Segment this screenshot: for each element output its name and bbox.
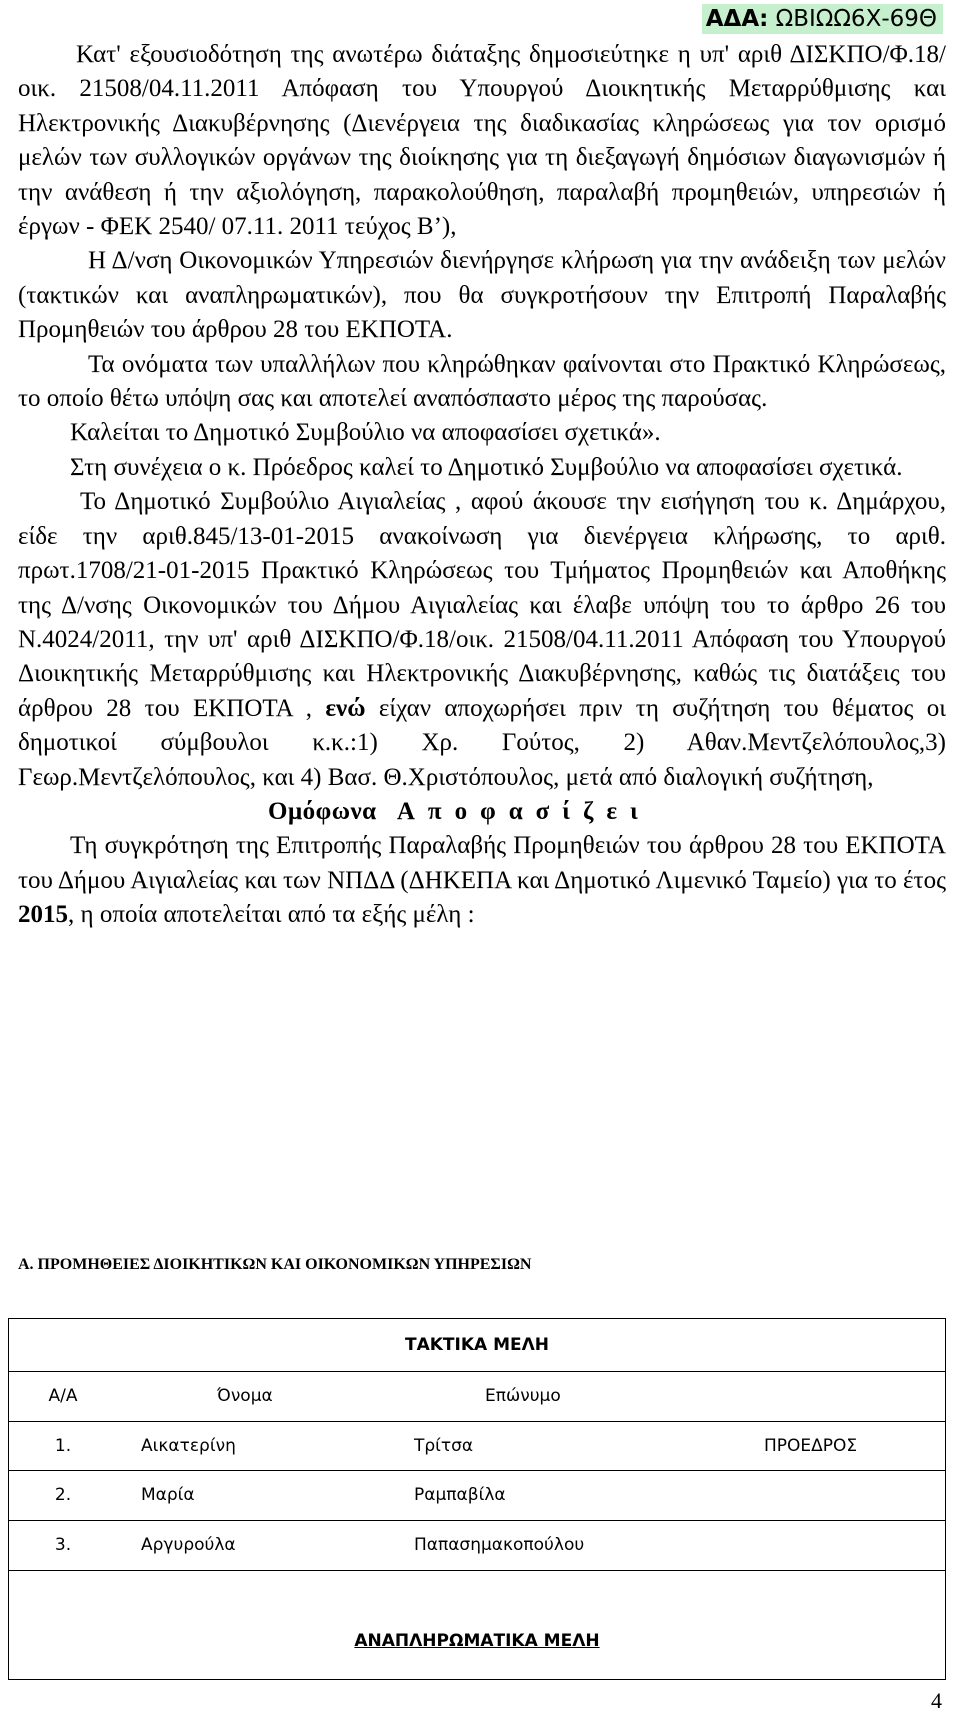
- row-role: ΠΡΟΕΔΡΟΣ: [764, 1435, 858, 1456]
- council-text: Το Δημοτικό Συμβούλιο Αιγιαλείας , αφού άκουσε την εισήγηση του κ. Δημάρχου, είδε την αριθ.845/13-01-2015 ανακοίνωση για διενέργεια κλήρωσης, το αριθ. πρωτ.1708/21-01-2015 Πρακτικό Κληρώσεως του Τμήματος Προμηθειών και Αποθήκης της Δ/νσης Οικονομικών του Δήμου Αιγιαλείας και έλαβε υπόψη του το άρθρο 26 του Ν.4024/2011, την υπ' αριθ ΔΙΣΚΠΟ/Φ.18/οικ. 21508/04.11.2011 Απόφαση του Υπουργού Διοικητικής Μεταρρύθμισης και Ηλεκτρονικής Διακυβέρνησης, καθώς τις διατάξεις του άρθρου 28 του ΕΚΠΟΤΑ ,: [18, 488, 946, 722]
- ada-code-badge: [702, 4, 943, 34]
- ada-code: ΩΒΙΩΩ6Χ-69Θ: [775, 6, 937, 32]
- paragraph-council: [18, 485, 946, 795]
- members-table: [8, 1318, 946, 1680]
- document-body: [18, 38, 946, 933]
- paragraph-committee: [18, 829, 946, 932]
- committee-year: 2015: [18, 901, 68, 929]
- paragraph-call: Καλείται το Δημοτικό Συμβούλιο να αποφασίσει σχετικά».: [70, 419, 661, 447]
- table-header-row: [9, 1371, 945, 1422]
- paragraph-names: Τα ονόματα των υπαλλήλων που κληρώθηκαν φαίνονται στο Πρακτικό Κληρώσεως, το οποίο θέτω υπόψη σας και αποτελεί αναπόσπαστο μέρος της παρούσας.: [18, 350, 946, 413]
- table-row: [9, 1470, 945, 1521]
- paragraph-chairman: Στη συνέχεια ο κ. Πρόεδρος καλεί το Δημοτικό Συμβούλιο να αποφασίσει σχετικά.: [70, 453, 903, 481]
- row-surname: Ραμπαβίλα: [414, 1485, 506, 1505]
- committee-text: Τη συγκρότηση της Επιτροπής Παραλαβής Προμηθειών του άρθρου 28 του ΕΚΠΟΤΑ του Δήμου Αιγιαλείας και των ΝΠΔΔ (ΔΗΚΕΠΑ και Δημοτικό Λιμενικό Ταμείο) για το έτος: [18, 832, 946, 894]
- council-bold-word: ενώ: [325, 694, 366, 722]
- row-surname: Παπασημακοπούλου: [414, 1535, 585, 1555]
- decision-word-unanimous: Ομόφωνα: [268, 797, 377, 825]
- row-aa: 3.: [54, 1535, 72, 1555]
- table-row: [9, 1421, 945, 1471]
- decision-heading: [18, 795, 946, 829]
- alternates-title: ΑΝΑΠΛΗΡΩΜΑΤΙΚΑ ΜΕΛΗ: [354, 1631, 600, 1651]
- header-surname: Επώνυμο: [485, 1386, 561, 1406]
- paragraph-authorization: Κατ' εξουσιοδότηση της ανωτέρω διάταξης δημοσιεύτηκε η υπ' αριθ ΔΙΣΚΠΟ/Φ.18/οικ. 21508/04.11.2011 Απόφαση του Υπουργού Διοικητικής Μεταρρύθμισης και Ηλεκτρονικής Διακυβέρνησης (Διενέργεια της διαδικασίας κληρώσεως για τον ορισμό μελών των συλλογικών οργάνων της διοίκησης για τη διεξαγωγή δημόσιων διαγωνισμών ή την ανάθεση ή την αξιολόγηση, παρακολούθηση, παραλαβή προμηθειών, υπηρεσιών ή έργων - ΦΕΚ 2540/ 07.11. 2011 τεύχος Β’),: [18, 41, 946, 241]
- table-title: ΤΑΚΤΙΚΑ ΜΕΛΗ: [9, 1319, 945, 1372]
- row-name: Μαρία: [141, 1485, 195, 1505]
- header-aa: Α/Α: [48, 1386, 78, 1406]
- row-aa: 2.: [54, 1485, 72, 1505]
- header-name: Όνομα: [217, 1386, 273, 1406]
- decision-word-decides: Αποφασίζει: [396, 797, 651, 825]
- row-surname: Τρίτσα: [414, 1435, 474, 1456]
- paragraph-lottery: Η Δ/νση Οικονομικών Υπηρεσιών διενήργησε κλήρωση για την ανάδειξη των μελών (τακτικών και αναπληρωματικών), που θα συγκροτήσουν την Επιτροπή Παραλαβής Προμηθειών του άρθρου 28 του ΕΚΠΟΤΑ.: [18, 247, 946, 344]
- page-number: 4: [931, 1688, 942, 1713]
- table-row: [9, 1520, 945, 1571]
- committee-text-tail: , η οποία αποτελείται από τα εξής μέλη :: [68, 901, 475, 929]
- row-aa: 1.: [54, 1435, 72, 1456]
- section-title: Α. ΠΡΟΜΗΘΕΙΕΣ ΔΙΟΙΚΗΤΙΚΩΝ ΚΑΙ ΟΙΚΟΝΟΜΙΚΩΝ ΥΠΗΡΕΣΙΩΝ: [18, 1256, 532, 1273]
- ada-label: ΑΔΑ:: [705, 6, 769, 32]
- row-name: Αικατερίνη: [141, 1435, 236, 1456]
- row-name: Αργυρούλα: [141, 1535, 236, 1555]
- council-text-tail: είχαν αποχωρήσει πριν τη συζήτηση του θέματος οι δημοτικοί σύμβουλοι κ.κ.:1) Χρ. Γούτος, 2) Αθαν.Μεντζελόπουλος,3) Γεωρ.Μεντζελόπουλος, και 4) Βασ. Θ.Χριστόπουλος, μετά από διαλογική συζήτηση,: [18, 694, 946, 791]
